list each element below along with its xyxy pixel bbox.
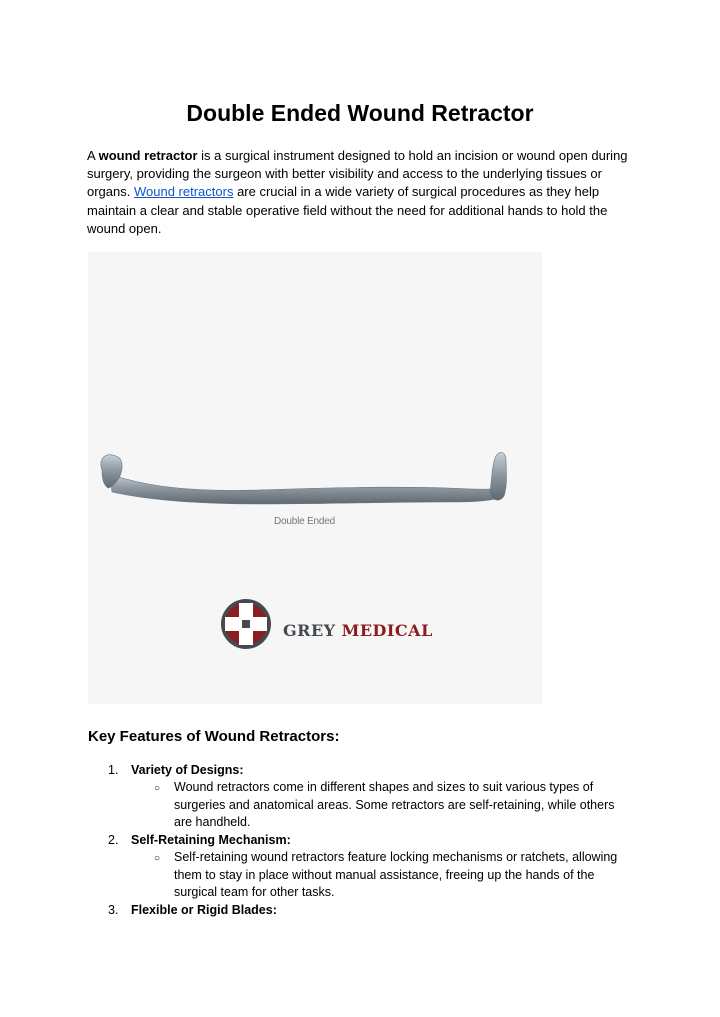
intro-text-2: is a surgical instrument designed to hold an incision or wound open during surgery, providing the surgeon with better visibility and access to the underlying tissues or organs. — [87, 148, 628, 200]
list-heading: Flexible or Rigid Blades: — [131, 903, 277, 917]
list-heading: Variety of Designs: — [131, 763, 244, 777]
list-subtext: Self-retaining wound retractors feature locking mechanisms or ratchets, allowing them to stay in place without manual assistance, freeing up the hands of the surgical team for other tasks. — [174, 850, 618, 899]
section-heading: Key Features of Wound Retractors: — [88, 728, 340, 745]
brand-logo-text: GREY MEDICAL — [283, 621, 433, 640]
list-subtext: Wound retractors come in different shapes and sizes to suit various types of surgeries and anatomical areas. Some retractors are self-retaining, while others are handheld. — [174, 780, 615, 829]
wound-retractors-link[interactable]: Wound retractors — [133, 184, 234, 200]
list-number: 2. — [108, 833, 119, 847]
bullet-icon: ○ — [154, 783, 161, 794]
intro-bold-term: wound retractor — [98, 148, 198, 163]
bullet-icon: ○ — [154, 853, 161, 864]
cross-shield-logo-icon — [221, 599, 271, 649]
list-heading: Self-Retaining Mechanism: — [131, 833, 291, 847]
intro-text-1: A — [87, 148, 99, 163]
product-image — [88, 252, 542, 704]
intro-paragraph — [87, 147, 635, 238]
intro-text-3: are crucial in a wide variety of surgical procedures as they help maintain a clear and stable operative field without the need for additional hands to hold the wound open. — [87, 184, 608, 236]
page-title: Double Ended Wound Retractor — [186, 100, 534, 126]
list-number: 1. — [108, 763, 119, 777]
list-number: 3. — [108, 903, 119, 917]
image-caption: Double Ended — [274, 516, 335, 527]
